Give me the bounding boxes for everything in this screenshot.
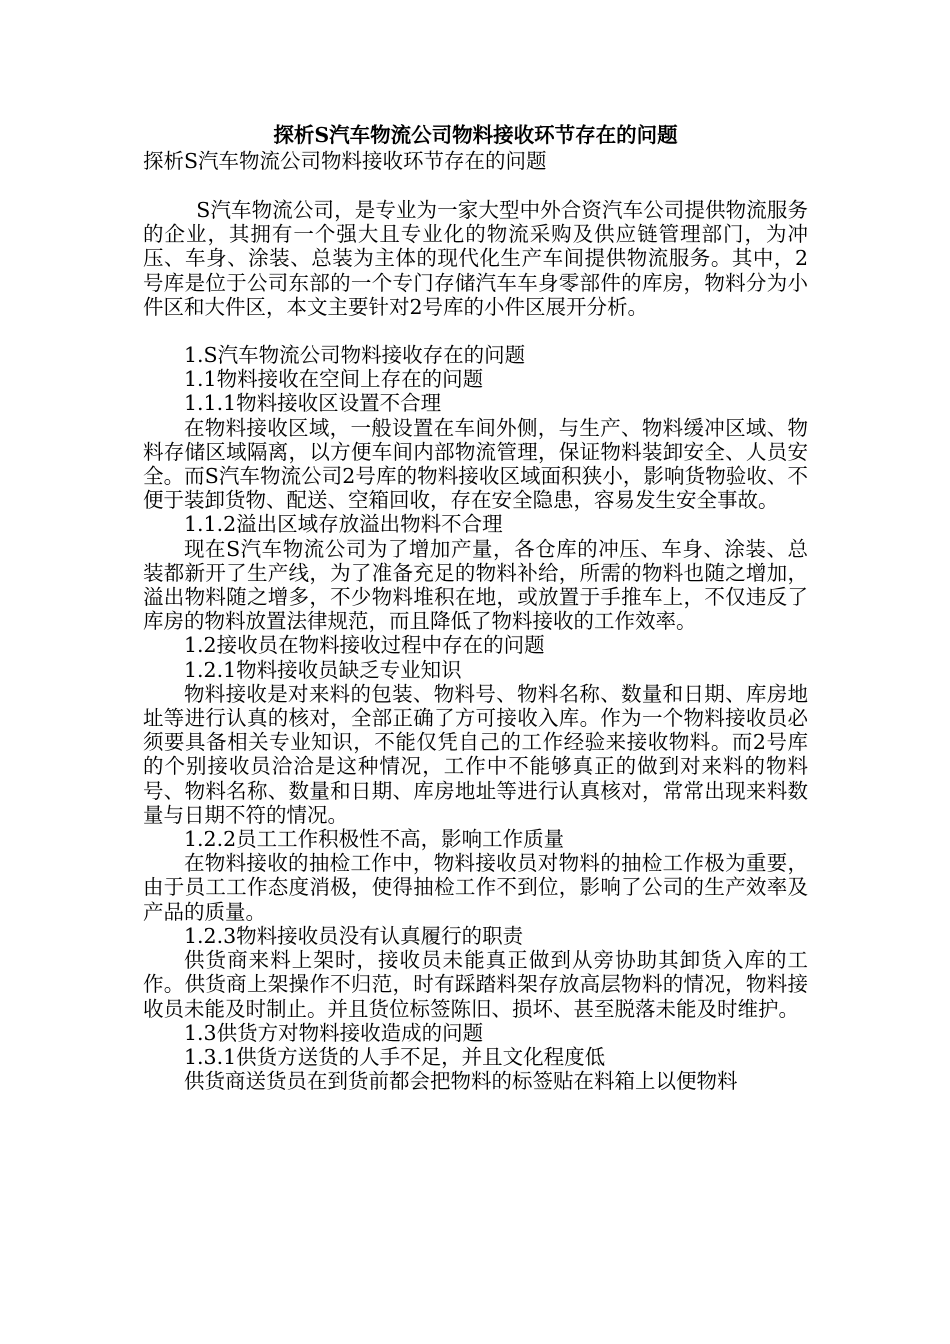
document-subtitle: 探析S汽车物流公司物料接收环节存在的问题: [143, 149, 547, 173]
paragraph-1-2-2: 在物料接收的抽检工作中，物料接收员对物料的抽检工作极为重要，由于员工工作态度消极，使得抽检工作不到位，影响了公司的生产效率及产品的质量。: [143, 851, 808, 924]
paragraph-1-3-1: 供货商送货员在到货前都会把物料的标签贴在料箱上以便物料: [184, 1069, 738, 1094]
document-page: [143, 122, 808, 1093]
spacer: [143, 174, 808, 198]
paragraph-1-1-1: 在物料接收区域，一般设置在车间外侧，与生产、物料缓冲区域、物料存储区域隔离，以方便车间内部物流管理，保证物料装卸安全、人员安全。而S汽车物流公司2号库的物料接收区域面积狭小，影响货物验收、不便于装卸货物、配送、空箱回收，存在安全隐患，容易发生安全事故。: [143, 415, 808, 513]
paragraph-1-2-3: 供货商来料上架时，接收员未能真正做到从旁协助其卸货入库的工作。供货商上架操作不归范，时有踩踏料架存放高层物料的情况，物料接收员未能及时制止。并且货位标签陈旧、损坏、甚至脱落未能及时维护。: [143, 948, 808, 1021]
section-heading-1-3: 1.3供货方对物料接收造成的问题: [184, 1020, 484, 1045]
section-heading-1-3-1: 1.3.1供货方送货的人手不足，并且文化程度低: [184, 1044, 606, 1069]
section-heading-1-2-3: 1.2.3物料接收员没有认真履行的职责: [184, 923, 524, 948]
document-title: 探析S汽车物流公司物料接收环节存在的问题: [273, 123, 678, 147]
section-heading-1-1: 1.1物料接收在空间上存在的问题: [184, 367, 484, 392]
section-heading-1-1-1: 1.1.1物料接收区设置不合理: [184, 391, 442, 416]
section-heading-1-2-2: 1.2.2员工工作积极性不高，影响工作质量: [184, 827, 565, 852]
intro-paragraph: S汽车物流公司，是专业为一家大型中外合资汽车公司提供物流服务的企业，其拥有一个强大且专业化的物流采购及供应链管理部门，为冲压、车身、涂装、总装为主体的现代化生产车间提供物流服务。其中，2号库是位于公司东部的一个专门存储汽车车身零部件的库房，物料分为小件区和大件区，本文主要针对2号库的小件区展开分析。: [143, 198, 808, 319]
paragraph-1-1-2: 现在S汽车物流公司为了增加产量，各仓库的冲压、车身、涂装、总装都新开了生产线，为了准备充足的物料补给，所需的物料也随之增加，溢出物料随之增多，不少物料堆积在地，或放置于手推车上，不仅违反了库房的物料放置法律规范，而且降低了物料接收的工作效率。: [143, 536, 808, 634]
section-heading-1-2: 1.2接收员在物料接收过程中存在的问题: [184, 633, 545, 658]
spacer: [143, 319, 808, 343]
section-heading-1: 1.S汽车物流公司物料接收存在的问题: [184, 343, 526, 368]
section-heading-1-2-1: 1.2.1物料接收员缺乏专业知识: [184, 657, 462, 682]
paragraph-1-2-1: 物料接收是对来料的包装、物料号、物料名称、数量和日期、库房地址等进行认真的核对，全部正确了方可接收入库。作为一个物料接收员必须要具备相关专业知识，不能仅凭自己的工作经验来接收物料。而2号库的个别接收员洽洽是这种情况，工作中不能够真正的做到对来料的物料号、物料名称、数量和日期、库房地址等进行认真核对，常常出现来料数量与日期不符的情况。: [143, 681, 808, 827]
section-heading-1-1-2: 1.1.2溢出区域存放溢出物料不合理: [184, 512, 503, 537]
